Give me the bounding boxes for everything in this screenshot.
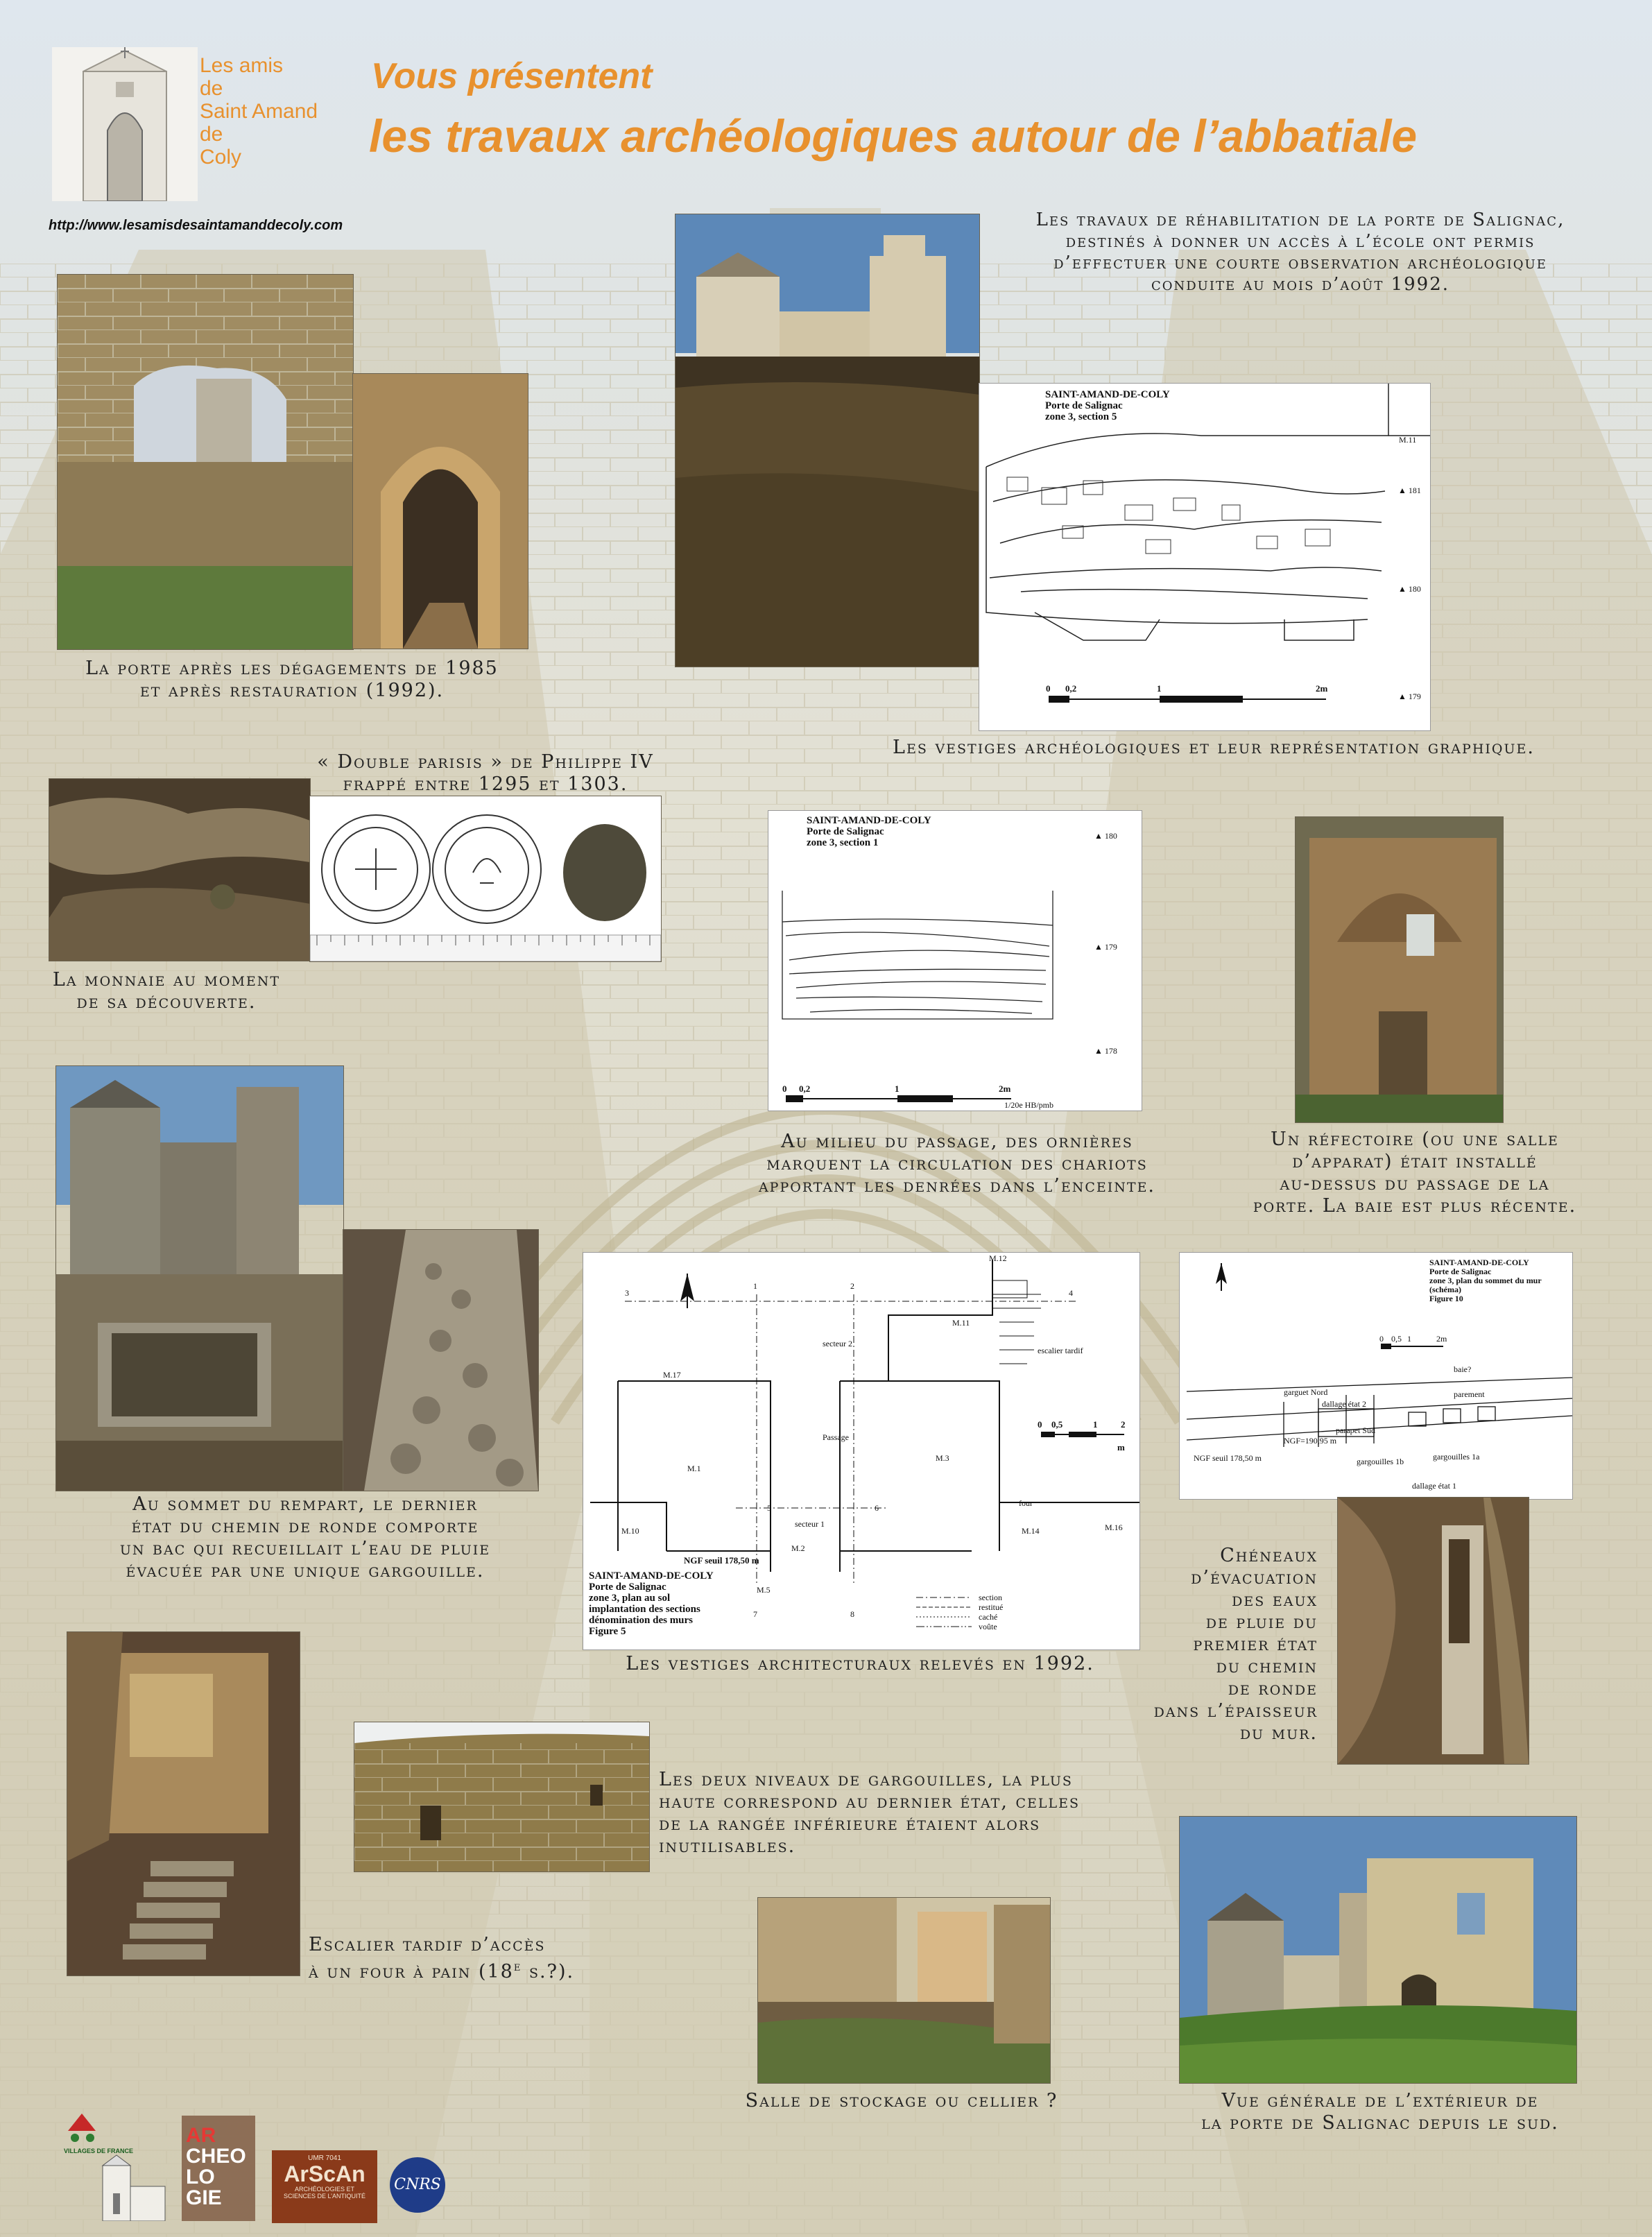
caption-line: « Double parisis » de Philippe IV xyxy=(317,751,654,773)
level-marker: ▲ 180 xyxy=(1398,584,1421,594)
caption-line: Au milieu du passage, des ornières xyxy=(781,1131,1133,1152)
caption-line: conduite au mois d’août 1992. xyxy=(1151,274,1450,295)
wall-label: M.10 xyxy=(621,1526,639,1536)
plan-label: parement xyxy=(1454,1389,1485,1399)
caption-intro xyxy=(981,209,1619,295)
drawing-title-line: implantation des sections xyxy=(589,1604,700,1615)
level-marker: ▲ 181 xyxy=(1398,486,1421,495)
association-logo xyxy=(52,47,198,201)
plan-label: gargouilles 1b xyxy=(1357,1457,1404,1466)
wall-label: M.14 xyxy=(1022,1526,1040,1536)
caption-line: du chemin xyxy=(1216,1656,1318,1677)
plan-sol-figure-5 xyxy=(583,1252,1140,1650)
plan-label: Passage xyxy=(823,1432,849,1442)
escalier-photo xyxy=(67,1631,300,1976)
caption-rempart xyxy=(69,1493,541,1582)
caption-line: marquent la circulation des chariots xyxy=(766,1153,1148,1174)
scale-label: 2m xyxy=(1436,1334,1447,1344)
scale-label: 2m xyxy=(1316,683,1328,694)
caption-monnaie xyxy=(42,969,291,1013)
drawing-title-line: Figure 5 xyxy=(589,1626,626,1637)
scale-label: 0 xyxy=(782,1083,787,1094)
level-value: 178 xyxy=(1104,1046,1117,1056)
scale-label: 0,5 xyxy=(1051,1419,1063,1430)
caption-line: d’effectuer une courte observation archéologique xyxy=(1053,252,1547,273)
caption-line: de ronde xyxy=(1228,1678,1318,1699)
association-name-line: de xyxy=(200,77,223,100)
scale-label: 1 xyxy=(895,1083,900,1094)
level-marker: ▲ 179 xyxy=(1094,942,1117,952)
scale-label: 0,5 xyxy=(1391,1334,1402,1344)
archeologie-logo xyxy=(182,2116,255,2221)
plan-label: secteur 1 xyxy=(795,1519,825,1529)
plan-label: garguet Nord xyxy=(1284,1387,1328,1397)
caption-line: Vue générale de l’extérieur de xyxy=(1221,2090,1539,2111)
caption-vestiges xyxy=(805,737,1623,759)
caption-line: Salle de stockage ou cellier ? xyxy=(745,2090,1058,2111)
section-marker: 4 xyxy=(1069,1288,1073,1298)
logo-text: ArScAn xyxy=(284,2161,365,2186)
plan-label: escalier tardif xyxy=(1038,1346,1083,1355)
drawing-title xyxy=(807,815,931,848)
drawing-title-line: zone 3, plan du sommet du mur xyxy=(1429,1276,1542,1285)
porte-1992-photo xyxy=(352,373,528,649)
drawing-title-line: SAINT-AMAND-DE-COLY xyxy=(589,1570,714,1582)
wall-label: M.5 xyxy=(757,1585,771,1595)
plan-label: parapet Sud xyxy=(1336,1425,1375,1435)
wall-label: M.1 xyxy=(687,1464,701,1473)
refectoire-photo xyxy=(1295,816,1504,1123)
caption-parisis xyxy=(305,751,666,796)
caption-line: apportant les denrées dans l’enceinte. xyxy=(758,1175,1156,1197)
drawing-title xyxy=(1045,389,1170,422)
scale-label: 0 xyxy=(1046,683,1051,694)
heading-line-2: les travaux archéologiques autour de l’abbatiale xyxy=(369,110,1418,162)
drawing-title-line: Porte de Salignac xyxy=(1429,1267,1492,1276)
section-marker: 3 xyxy=(625,1288,629,1298)
plan-label: four xyxy=(1019,1498,1033,1508)
gargouilles-photo xyxy=(354,1722,650,1872)
rempart-church-photo xyxy=(55,1065,344,1491)
caption-line: La monnaie au moment xyxy=(52,969,281,991)
legend-item: restitué xyxy=(979,1602,1004,1612)
association-name-line: Les amis xyxy=(200,54,284,77)
logo-text: CHEO xyxy=(186,2145,246,2168)
caption-cheneaux xyxy=(1110,1545,1318,1745)
drawing-title-line: SAINT-AMAND-DE-COLY xyxy=(1045,389,1170,400)
section-5-drawing xyxy=(979,383,1431,731)
wall-label: M.17 xyxy=(663,1370,681,1380)
drawing-title-line: zone 3, section 5 xyxy=(1045,411,1117,422)
caption-cellier xyxy=(728,2090,1075,2112)
caption-line: porte. La baie est plus récente. xyxy=(1253,1195,1577,1217)
caption-line: Un réfectoire (ou une salle xyxy=(1271,1129,1559,1150)
association-name xyxy=(200,54,359,169)
plan-mur-figure-10 xyxy=(1179,1252,1573,1500)
drawing-title-line: (schéma) xyxy=(1429,1285,1461,1294)
caption-line: dans l’épaisseur xyxy=(1153,1700,1318,1722)
level-value: 180 xyxy=(1408,584,1421,594)
drawing-legend xyxy=(916,1597,972,1627)
caption-line: évacuée par une unique gargouille. xyxy=(126,1560,485,1582)
drawing-title xyxy=(589,1570,714,1637)
north-arrow-icon xyxy=(1216,1263,1227,1291)
section-marker: 7 xyxy=(753,1609,757,1619)
plan-label: secteur 2 xyxy=(823,1339,852,1348)
drawing-title-line: SAINT-AMAND-DE-COLY xyxy=(807,815,931,826)
caption-segment: à un four à pain (18 xyxy=(309,1961,514,1982)
association-name-line: Saint Amand xyxy=(200,100,318,123)
section-marker: 8 xyxy=(850,1609,854,1619)
century-superscript: e xyxy=(513,1960,522,1974)
coin-discovery-photo xyxy=(49,778,311,961)
caption-line xyxy=(309,1956,600,1983)
caption-line: Les travaux de réhabilitation de la porte de Salignac, xyxy=(1035,209,1565,230)
caption-line: haute correspond au dernier état, celles xyxy=(659,1791,1081,1812)
drawing-title-line: dénomination des murs xyxy=(589,1615,694,1626)
legend-item: voûte xyxy=(979,1622,997,1631)
caption-line: de sa découverte. xyxy=(76,991,257,1013)
vue-generale-photo xyxy=(1179,1816,1577,2084)
drawing-title-line: zone 3, plan au sol xyxy=(589,1593,671,1604)
plan-label: NGF seuil 178,50 m xyxy=(1194,1453,1262,1463)
scale-label: 0,2 xyxy=(799,1083,811,1094)
section-marker: 6 xyxy=(875,1503,879,1513)
level-value: 180 xyxy=(1104,831,1117,841)
scale-label: 2m xyxy=(999,1083,1011,1094)
level-value: 179 xyxy=(1408,692,1421,701)
caption-line: Chéneaux xyxy=(1220,1545,1318,1566)
wall-label: M.3 xyxy=(936,1453,949,1463)
drawing-title-line: Porte de Salignac xyxy=(807,826,884,837)
north-arrow-icon xyxy=(680,1274,694,1308)
website-url[interactable]: http://www.lesamisdesaintamanddecoly.com xyxy=(49,218,343,233)
scale-label: 2 xyxy=(1121,1419,1126,1430)
cnrs-logo xyxy=(390,2157,445,2213)
logo-text: ARCHÉOLOGIES ET xyxy=(294,2186,355,2193)
scale-label: m xyxy=(1117,1442,1125,1452)
caption-line: Au sommet du rempart, le dernier xyxy=(132,1493,478,1515)
association-name-line: Coly xyxy=(200,146,242,169)
arscan-logo xyxy=(272,2150,377,2223)
scale-label: 0 xyxy=(1379,1334,1384,1344)
caption-line: un bac qui recueillait l’eau de pluie xyxy=(119,1538,491,1559)
level-marker: ▲ 178 xyxy=(1094,1046,1117,1056)
heading-line-1: Vous présentent xyxy=(371,56,653,96)
chemin-ronde-photo xyxy=(343,1229,539,1491)
scale-note: 1/20e HB/pmb xyxy=(1004,1100,1053,1110)
plan-label: gargouilles 1a xyxy=(1433,1452,1480,1462)
wall-label: M.12 xyxy=(989,1253,1007,1263)
plan-label: baie? xyxy=(1454,1364,1472,1374)
drawing-title-line: Porte de Salignac xyxy=(1045,400,1123,411)
caption-releves xyxy=(576,1653,1144,1675)
caption-ornieres xyxy=(714,1131,1200,1197)
plan-label: NGF seuil 178,50 m xyxy=(684,1555,759,1566)
scale-label: 1 xyxy=(1157,683,1162,694)
caption-porte xyxy=(57,658,527,702)
caption-gargouilles xyxy=(659,1769,1144,1858)
association-name-line: de xyxy=(200,123,223,146)
logo-text: VILLAGES DE FRANCE xyxy=(64,2148,134,2154)
caption-line: état du chemin de ronde comporte xyxy=(131,1516,479,1537)
scale-label: 1 xyxy=(1093,1419,1098,1430)
wall-label: M.11 xyxy=(1399,435,1417,445)
caption-vue xyxy=(1172,2090,1588,2134)
caption-line: et après restauration (1992). xyxy=(139,680,445,701)
level-value: 181 xyxy=(1408,486,1421,495)
logo-text: CNRS xyxy=(394,2176,441,2193)
plan-label: dallage état 1 xyxy=(1412,1481,1456,1491)
porte-1985-photo xyxy=(57,274,354,650)
drawing-title-line: Figure 10 xyxy=(1429,1294,1463,1303)
drawing-title-line: Porte de Salignac xyxy=(589,1582,666,1593)
wall-label: M.16 xyxy=(1105,1523,1123,1532)
section-1-drawing xyxy=(768,810,1142,1111)
logo-text: GIE xyxy=(186,2186,222,2209)
cheneaux-photo xyxy=(1337,1497,1529,1765)
villages-de-france-logo xyxy=(61,2110,172,2221)
caption-line: des eaux xyxy=(1232,1589,1318,1611)
level-marker: ▲ 180 xyxy=(1094,831,1117,841)
caption-escalier xyxy=(309,1934,600,1983)
wall-label: M.2 xyxy=(791,1543,805,1553)
caption-line: d’évacuation xyxy=(1191,1567,1318,1588)
caption-line: premier état xyxy=(1193,1634,1318,1655)
coin-drawing-photo xyxy=(309,796,662,962)
drawing-title-line: SAINT-AMAND-DE-COLY xyxy=(1429,1258,1529,1267)
section-markers xyxy=(625,1281,1073,1619)
caption-line: au-dessus du passage de la xyxy=(1280,1173,1550,1194)
caption-line: d’apparat) était installé xyxy=(1292,1151,1538,1172)
logo-text: LO xyxy=(186,2166,215,2188)
logo-text: SCIENCES DE L’ANTIQUITÉ xyxy=(283,2193,366,2200)
caption-line: Les vestiges architecturaux relevés en 1992. xyxy=(626,1653,1094,1674)
caption-line: Escalier tardif d’accès xyxy=(309,1934,546,1955)
section-marker: 2 xyxy=(850,1281,854,1291)
caption-line: du mur. xyxy=(1239,1722,1318,1744)
section-marker: 5 xyxy=(767,1503,771,1513)
plan-label: dallage état 2 xyxy=(1322,1399,1366,1409)
caption-line: destinés à donner un accès à l’école ont permis xyxy=(1065,231,1535,252)
caption-line: de pluie du xyxy=(1205,1611,1318,1633)
logo-text: AR xyxy=(186,2124,216,2147)
church-trench-photo xyxy=(675,214,980,667)
section-marker: 1 xyxy=(753,1281,757,1291)
legend-item: section xyxy=(979,1593,1002,1602)
caption-segment: s.?). xyxy=(522,1961,575,1982)
plan-label: NGF=190,95 m xyxy=(1284,1436,1337,1446)
drawing-title xyxy=(1429,1258,1542,1303)
scale-label: 1 xyxy=(1407,1334,1411,1344)
caption-line: Les vestiges archéologiques et leur représentation graphique. xyxy=(893,737,1535,758)
wall-label: M.11 xyxy=(952,1318,970,1328)
caption-line: de la rangée inférieure étaient alors xyxy=(659,1813,1041,1835)
drawing-title-line: zone 3, section 1 xyxy=(807,837,879,848)
scale-label: 0,2 xyxy=(1065,683,1077,694)
level-marker: ▲ 179 xyxy=(1398,692,1421,701)
caption-line: inutilisables. xyxy=(659,1835,796,1857)
caption-line: Les deux niveaux de gargouilles, la plus xyxy=(659,1769,1073,1790)
caption-refectoire xyxy=(1248,1129,1581,1217)
scale-label: 0 xyxy=(1038,1419,1042,1430)
caption-line: frappé entre 1295 et 1303. xyxy=(343,773,628,795)
level-value: 179 xyxy=(1104,942,1117,952)
legend-item: caché xyxy=(979,1612,998,1622)
caption-line: la porte de Salignac depuis le sud. xyxy=(1201,2112,1559,2134)
caption-line: La porte après les dégagements de 1985 xyxy=(85,658,499,679)
logo-text: UMR 7041 xyxy=(308,2154,341,2162)
cellier-photo xyxy=(757,1897,1051,2084)
